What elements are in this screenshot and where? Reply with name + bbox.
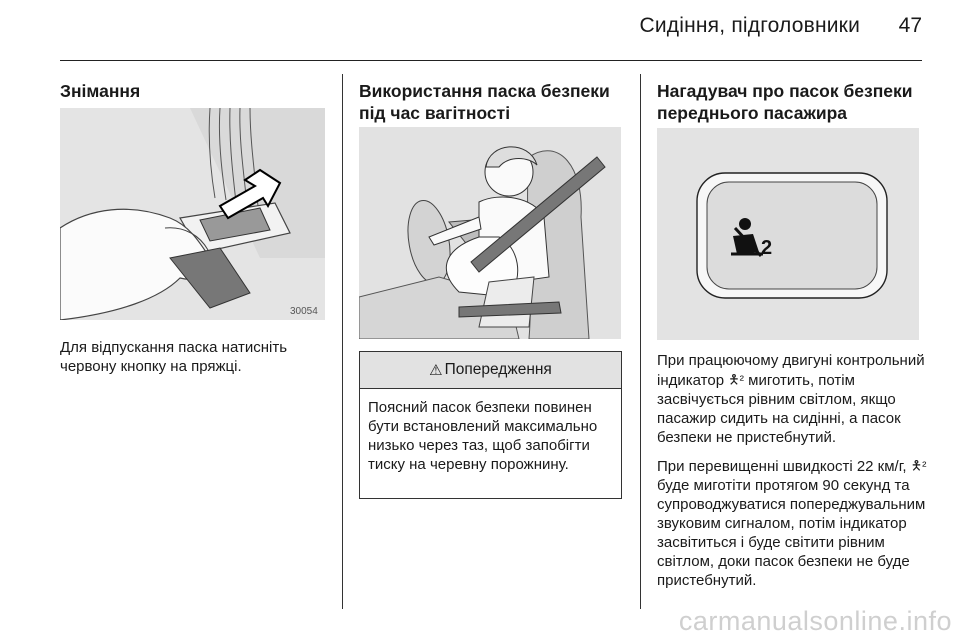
reminder-paragraph-1: При працюючому двигуні контрольний індикатор 🯅² миготить, потім засвічується рівним світлом, якщо пасажир сидить на сидінні, а пасок безпеки не пристебнутий. [657,352,925,446]
buckle-release-illustration [60,108,325,320]
figure-buckle-release [60,108,325,320]
warning-triangle-icon: ⚠ [429,362,443,379]
seatbelt-indicator-icon: 🯅² [728,372,744,387]
indicator-panel-illustration [657,128,919,340]
warning-title: Попередження [444,361,552,378]
pregnant-driver-illustration [359,127,621,339]
column-divider-left [342,74,343,609]
running-header-title: Сидіння, підголовники [639,14,860,37]
removal-paragraph: Для відпускання паска натисніть червону кнопку на пряжці. [60,339,288,375]
indicator-seat-number: 2 [761,237,773,259]
section-heading-pregnancy: Використання паска безпеки під час вагітності [359,81,610,123]
reminder-text [657,351,927,599]
warning-text: Поясний пасок безпеки повинен бути встановлений максимально низько через таз, щоб запобігти тиску на черевну порожнину. [368,399,598,473]
column-divider-right [640,74,641,609]
watermark: carmanualsonline.info [678,606,952,636]
header-rule [60,60,922,61]
page-number: 47 [898,14,922,37]
figure-reminder-indicator [657,128,919,340]
warning-box [359,351,622,499]
reminder-paragraph-2: При перевищенні швидкості 22 км/г, 🯅² буде миготіти протягом 90 секунд та супроводжуватися попереджувальним звуковим сигналом, потім індикатор засвітиться і буде світити рівним світлом, доки пасок безпеки не буде пристебнутий. [657,458,927,589]
seatbelt-indicator-icon: 🯅² [910,458,927,473]
section-heading-removal: Знімання [60,81,141,101]
warning-header [360,352,621,389]
figure-code: 30054 [290,306,318,317]
figure-pregnant-driver [359,127,621,339]
section-heading-reminder: Нагадувач про пасок безпеки переднього пасажира [657,81,913,123]
removal-text [60,338,330,385]
